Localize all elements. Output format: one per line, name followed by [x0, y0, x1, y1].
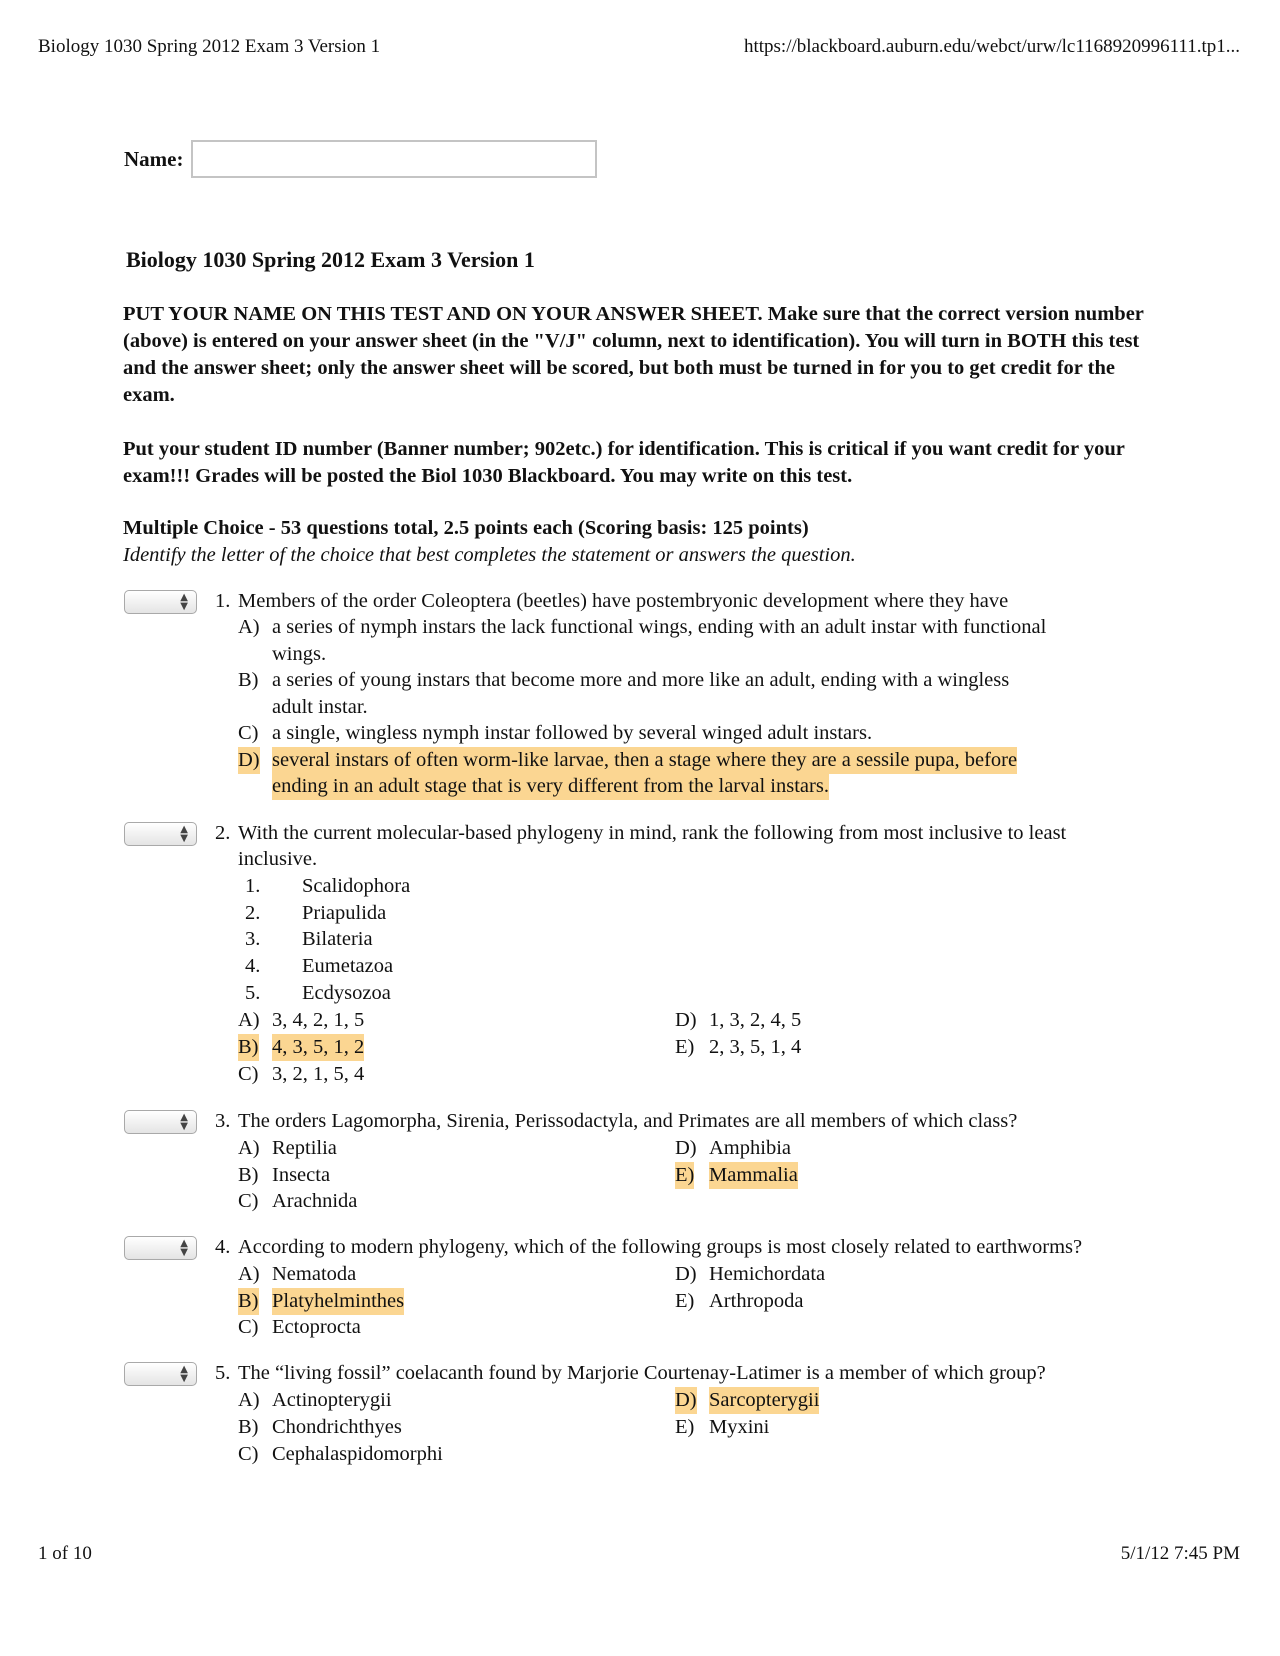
option-letter: D) — [675, 1387, 697, 1414]
option-text: several instars of often worm-like larvae, then a stage where they are a sessile pupa, before — [272, 747, 1017, 774]
name-label: Name: — [124, 146, 184, 171]
option-letter: C) — [238, 1443, 259, 1465]
option-text: 3, 4, 2, 1, 5 — [272, 1009, 365, 1031]
option-letter: A) — [238, 1009, 260, 1031]
option-letter: A) — [238, 1389, 260, 1411]
select-arrows-icon: ▲ ▼ — [180, 1238, 188, 1258]
question-text: The “living fossil” coelacanth found by Marjorie Courtenay-Latimer is a member of which group? — [238, 1362, 1046, 1384]
list-number: 5. — [245, 982, 261, 1004]
instructions-paragraph-1: PUT YOUR NAME ON THIS TEST AND ON YOUR ANSWER SHEET. Make sure that the correct version number (above) is entered on your answer sheet (in the "V/J" column, next to identification). You will turn in BOTH this test and the answer sheet; only the answer sheet will be scored, but both must be turned in for you to get credit for the exam. — [123, 303, 1144, 406]
answer-select-5[interactable] — [124, 1362, 197, 1386]
question-text: Members of the order Coleoptera (beetles) have postembryonic development where they have — [238, 590, 1009, 612]
option-text-cont: ending in an adult stage that is very different from the larval instars. — [272, 773, 829, 800]
option-letter: B) — [238, 669, 259, 691]
select-arrows-icon: ▲ ▼ — [180, 592, 188, 612]
answer-select-4[interactable] — [124, 1236, 197, 1260]
option-text: a single, wingless nymph instar followed by several winged adult instars. — [272, 722, 873, 744]
option-text: Insecta — [272, 1164, 331, 1186]
option-letter: C) — [238, 722, 259, 744]
exam-title: Biology 1030 Spring 2012 Exam 3 Version 1 — [126, 247, 535, 272]
option-text: Platyhelminthes — [272, 1288, 404, 1315]
list-number: 3. — [245, 928, 261, 950]
question-number: 3. — [215, 1110, 231, 1132]
list-text: Scalidophora — [302, 875, 411, 897]
question-text: The orders Lagomorpha, Sirenia, Perissodactyla, and Primates are all members of which class? — [238, 1110, 1018, 1132]
question-text: According to modern phylogeny, which of the following groups is most closely related to earthworms? — [238, 1236, 1083, 1258]
list-number: 4. — [245, 955, 261, 977]
option-text-cont: adult instar. — [272, 696, 368, 718]
option-text: Amphibia — [709, 1137, 791, 1159]
option-letter: E) — [675, 1290, 695, 1312]
option-text: Arachnida — [272, 1190, 358, 1212]
list-text: Priapulida — [302, 902, 387, 924]
option-letter: C) — [238, 1316, 259, 1338]
option-text: Chondrichthyes — [272, 1416, 402, 1438]
option-text: Myxini — [709, 1416, 770, 1438]
select-arrows-icon: ▲ ▼ — [180, 824, 188, 844]
option-letter: B) — [238, 1034, 259, 1061]
option-letter: A) — [238, 1263, 260, 1285]
question-stem — [215, 1234, 1082, 1261]
question-stem — [215, 588, 1008, 615]
option-text: a series of nymph instars the lack functional wings, ending with an adult instar with functional — [272, 616, 1047, 638]
question-text: With the current molecular-based phylogeny in mind, rank the following from most inclusive to least — [238, 822, 1067, 844]
option-text: Actinopterygii — [272, 1389, 392, 1411]
answer-select-2[interactable] — [124, 822, 197, 846]
name-row — [124, 140, 597, 178]
section-heading: Multiple Choice - 53 questions total, 2.5 points each (Scoring basis: 125 points) — [123, 517, 809, 539]
option-text: 3, 2, 1, 5, 4 — [272, 1063, 365, 1085]
page-header-url: https://blackboard.auburn.edu/webct/urw/lc1168920996111.tp1... — [743, 36, 1240, 57]
option-letter: E) — [675, 1416, 695, 1438]
option-letter: C) — [238, 1190, 259, 1212]
question-stem — [215, 820, 1066, 847]
instructions-paragraph-2: Put your student ID number (Banner number; 902etc.) for identification. This is critical if you want credit for your exam!!! Grades will be posted the Biol 1030 Blackboard. You may write on this test. — [123, 438, 1125, 487]
list-number: 1. — [245, 875, 261, 897]
option-letter: A) — [238, 616, 260, 638]
list-number: 2. — [245, 902, 261, 924]
option-letter: D) — [238, 747, 260, 774]
question-text-cont: inclusive. — [238, 848, 318, 870]
section-subheading: Identify the letter of the choice that best completes the statement or answers the question. — [123, 544, 856, 566]
option-letter: E) — [675, 1162, 694, 1189]
option-text: Arthropoda — [709, 1290, 804, 1312]
option-text: 2, 3, 5, 1, 4 — [709, 1036, 802, 1058]
question-stem — [215, 1360, 1046, 1387]
option-text: 1, 3, 2, 4, 5 — [709, 1009, 802, 1031]
option-letter: B) — [238, 1288, 259, 1315]
option-text-cont: wings. — [272, 643, 327, 665]
option-letter: D) — [675, 1263, 697, 1285]
option-text: Hemichordata — [709, 1263, 826, 1285]
option-letter: D) — [675, 1009, 697, 1031]
list-text: Eumetazoa — [302, 955, 394, 977]
option-text: Cephalaspidomorphi — [272, 1443, 443, 1465]
option-letter: B) — [238, 1164, 259, 1186]
page-footer-datetime: 5/1/12 7:45 PM — [1120, 1543, 1240, 1564]
answer-select-1[interactable] — [124, 590, 197, 614]
option-text: Mammalia — [709, 1162, 798, 1189]
question-number: 4. — [215, 1236, 231, 1258]
option-letter: E) — [675, 1036, 695, 1058]
option-text: Sarcopterygii — [709, 1387, 819, 1414]
question-stem — [215, 1108, 1017, 1135]
option-text: 4, 3, 5, 1, 2 — [272, 1034, 364, 1061]
name-input[interactable] — [191, 140, 597, 178]
page-footer-page-number: 1 of 10 — [38, 1543, 92, 1564]
list-text: Ecdysozoa — [302, 982, 391, 1004]
page-header-title: Biology 1030 Spring 2012 Exam 3 Version 1 — [38, 36, 381, 57]
question-number: 2. — [215, 822, 231, 844]
question-number: 5. — [215, 1362, 231, 1384]
option-text: Reptilia — [272, 1137, 337, 1159]
select-arrows-icon: ▲ ▼ — [180, 1364, 188, 1384]
select-arrows-icon: ▲ ▼ — [180, 1112, 188, 1132]
option-letter: B) — [238, 1416, 259, 1438]
option-text: Nematoda — [272, 1263, 357, 1285]
option-letter: A) — [238, 1137, 260, 1159]
answer-select-3[interactable] — [124, 1110, 197, 1134]
option-text: Ectoprocta — [272, 1316, 361, 1338]
option-text: a series of young instars that become more and more like an adult, ending with a wingless — [272, 669, 1010, 691]
question-number: 1. — [215, 590, 231, 612]
option-letter: D) — [675, 1137, 697, 1159]
option-letter: C) — [238, 1063, 259, 1085]
list-text: Bilateria — [302, 928, 373, 950]
